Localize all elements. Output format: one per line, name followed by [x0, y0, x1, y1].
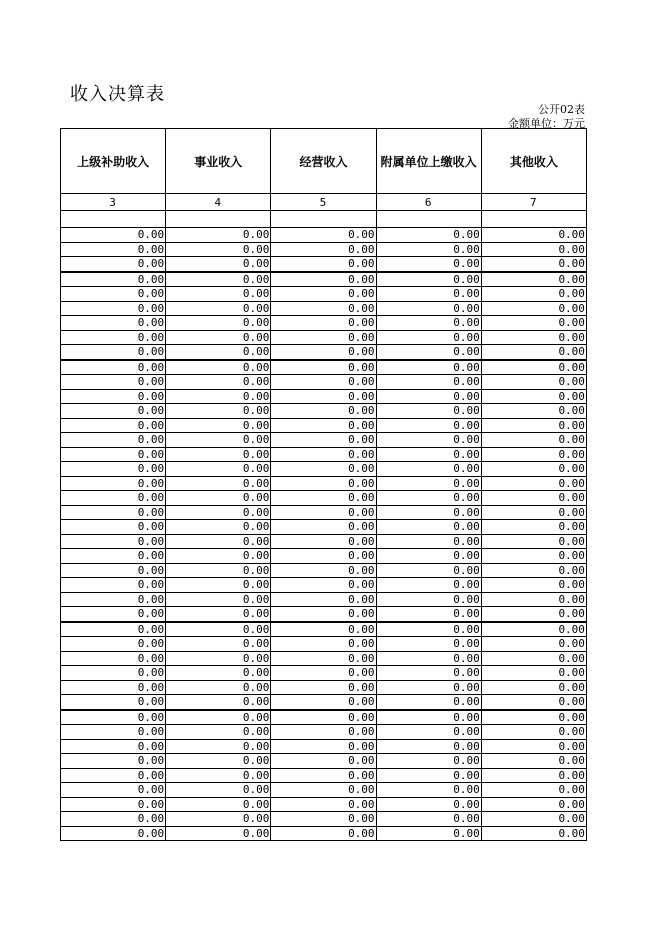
table-cell: 0.00: [61, 607, 166, 622]
table-cell: 0.00: [271, 433, 376, 448]
table-cell: 0.00: [271, 578, 376, 593]
table-cell: 0.00: [271, 491, 376, 506]
table-row: [61, 418, 587, 433]
table-cell: 0.00: [481, 476, 586, 491]
table-cell: 0.00: [61, 754, 166, 769]
table-cell: 0.00: [166, 578, 271, 593]
table-cell: 0.00: [61, 637, 166, 652]
table-cell: 0.00: [376, 375, 481, 390]
table-row: [61, 476, 587, 491]
table-cell: 0.00: [481, 534, 586, 549]
table-cell: 0.00: [271, 680, 376, 695]
table-cell: 0.00: [376, 563, 481, 578]
table-cell: 0.00: [376, 725, 481, 740]
table-cell: 0.00: [166, 257, 271, 272]
table-cell: 0.00: [481, 242, 586, 257]
table-cell: 0.00: [376, 389, 481, 404]
table-cell: 0.00: [166, 725, 271, 740]
table-row: [61, 287, 587, 302]
column-number: 3: [61, 194, 166, 211]
table-cell: 0.00: [61, 520, 166, 535]
table-cell: 0.00: [61, 476, 166, 491]
table-cell: 0.00: [481, 578, 586, 593]
table-row: [61, 680, 587, 695]
table-row: [61, 578, 587, 593]
table-cell: 0.00: [61, 330, 166, 345]
column-number: 5: [271, 194, 376, 211]
form-number: 公开02表: [538, 103, 585, 116]
table-cell: 0.00: [376, 754, 481, 769]
table-cell: 0.00: [61, 301, 166, 316]
table-row: [61, 257, 587, 272]
table-cell: 0.00: [166, 462, 271, 477]
income-table: [60, 128, 587, 841]
table-cell: 0.00: [166, 272, 271, 287]
table-cell: 0.00: [271, 710, 376, 725]
table-cell: 0.00: [376, 739, 481, 754]
table-cell: 0.00: [166, 826, 271, 841]
table-cell: 0.00: [481, 695, 586, 710]
table-cell: 0.00: [376, 680, 481, 695]
table-cell: 0.00: [271, 826, 376, 841]
table-cell: 0.00: [61, 534, 166, 549]
table-cell: 0.00: [61, 592, 166, 607]
table-cell: 0.00: [271, 622, 376, 637]
table-cell: 0.00: [481, 287, 586, 302]
table-cell: 0.00: [166, 360, 271, 375]
table-cell: 0.00: [271, 389, 376, 404]
table-cell: 0.00: [376, 797, 481, 812]
table-cell: 0.00: [166, 228, 271, 243]
table-cell: 0.00: [376, 549, 481, 564]
table-cell: 0.00: [376, 433, 481, 448]
table-cell: 0.00: [61, 345, 166, 360]
table-row: [61, 272, 587, 287]
table-cell: 0.00: [61, 622, 166, 637]
table-cell: 0.00: [481, 228, 586, 243]
table-cell: 0.00: [166, 651, 271, 666]
table-row: [61, 695, 587, 710]
table-cell: 0.00: [376, 462, 481, 477]
table-cell: 0.00: [166, 476, 271, 491]
table-cell: 0.00: [61, 797, 166, 812]
table-row: [61, 375, 587, 390]
table-row: [61, 725, 587, 740]
table-row: [61, 520, 587, 535]
table-cell: 0.00: [481, 637, 586, 652]
table-cell: 0.00: [166, 622, 271, 637]
table-cell: 0.00: [166, 433, 271, 448]
table-row: [61, 563, 587, 578]
table-cell: 0.00: [166, 505, 271, 520]
table-cell: 0.00: [376, 520, 481, 535]
table-row: [61, 607, 587, 622]
table-cell: 0.00: [481, 462, 586, 477]
table-cell: 0.00: [376, 768, 481, 783]
table-cell: 0.00: [61, 549, 166, 564]
table-cell: 0.00: [166, 287, 271, 302]
table-cell: 0.00: [166, 345, 271, 360]
table-cell: 0.00: [481, 301, 586, 316]
table-cell: 0.00: [61, 242, 166, 257]
table-cell: 0.00: [271, 330, 376, 345]
table-cell: 0.00: [166, 549, 271, 564]
table-cell: 0.00: [61, 257, 166, 272]
table-cell: 0.00: [271, 360, 376, 375]
table-cell: 0.00: [481, 330, 586, 345]
table-cell: 0.00: [61, 404, 166, 419]
table-cell: 0.00: [61, 812, 166, 827]
table-cell: 0.00: [61, 375, 166, 390]
table-cell: 0.00: [61, 418, 166, 433]
table-row: [61, 389, 587, 404]
header-row: [61, 129, 587, 194]
col-header-business-income: 事业收入: [166, 129, 271, 194]
table-row: [61, 433, 587, 448]
table-cell: 0.00: [271, 754, 376, 769]
table-cell: 0.00: [61, 725, 166, 740]
column-number: 6: [376, 194, 481, 211]
table-cell: 0.00: [376, 242, 481, 257]
table-cell: 0.00: [481, 710, 586, 725]
table-cell: 0.00: [271, 563, 376, 578]
table-cell: 0.00: [481, 375, 586, 390]
table-row: [61, 345, 587, 360]
table-cell: 0.00: [376, 578, 481, 593]
table-cell: 0.00: [481, 739, 586, 754]
table-cell: 0.00: [61, 666, 166, 681]
table-cell: 0.00: [481, 622, 586, 637]
table-cell: 0.00: [166, 592, 271, 607]
table-cell: 0.00: [376, 812, 481, 827]
table-cell: 0.00: [271, 316, 376, 331]
table-cell: 0.00: [271, 695, 376, 710]
table-cell: 0.00: [166, 242, 271, 257]
table-cell: 0.00: [166, 520, 271, 535]
table-cell: 0.00: [271, 637, 376, 652]
table-cell: 0.00: [271, 287, 376, 302]
table-row: [61, 710, 587, 725]
col-header-operating-income: 经营收入: [271, 129, 376, 194]
table-cell: 0.00: [61, 447, 166, 462]
table-cell: 0.00: [376, 404, 481, 419]
table-cell: 0.00: [481, 754, 586, 769]
table-cell: 0.00: [271, 301, 376, 316]
table-cell: 0.00: [481, 768, 586, 783]
table-cell: 0.00: [376, 228, 481, 243]
table-cell: 0.00: [166, 301, 271, 316]
col-header-superior-subsidy: 上级补助收入: [61, 129, 166, 194]
table-cell: 0.00: [481, 783, 586, 798]
table-cell: 0.00: [61, 360, 166, 375]
table-cell: 0.00: [271, 797, 376, 812]
table-cell: 0.00: [61, 272, 166, 287]
table-cell: 0.00: [271, 783, 376, 798]
table-cell: 0.00: [481, 360, 586, 375]
table-cell: 0.00: [61, 389, 166, 404]
table-cell: 0.00: [481, 389, 586, 404]
col-header-affiliated-remittance: 附属单位上缴收入: [376, 129, 481, 194]
table-cell: 0.00: [271, 739, 376, 754]
table-cell: 0.00: [166, 316, 271, 331]
table-cell: 0.00: [481, 666, 586, 681]
table-cell: 0.00: [481, 418, 586, 433]
table-cell: 0.00: [481, 404, 586, 419]
table-cell: 0.00: [271, 666, 376, 681]
table-cell: 0.00: [271, 651, 376, 666]
table-cell: 0.00: [166, 739, 271, 754]
page-title: 收入决算表: [70, 84, 165, 105]
table-cell: 0.00: [376, 695, 481, 710]
table-row: [61, 739, 587, 754]
table-row: [61, 330, 587, 345]
table-cell: 0.00: [61, 680, 166, 695]
table-cell: 0.00: [271, 242, 376, 257]
table-cell: 0.00: [61, 739, 166, 754]
table-cell: 0.00: [166, 447, 271, 462]
table-cell: 0.00: [271, 404, 376, 419]
table-row: [61, 637, 587, 652]
table-cell: 0.00: [481, 826, 586, 841]
table-cell: 0.00: [376, 287, 481, 302]
table-cell: 0.00: [376, 360, 481, 375]
table-row: [61, 651, 587, 666]
amount-unit: 金额单位：万元: [508, 117, 585, 130]
table-cell: 0.00: [481, 725, 586, 740]
table-cell: 0.00: [481, 491, 586, 506]
table-cell: 0.00: [271, 534, 376, 549]
table-cell: 0.00: [481, 549, 586, 564]
table-cell: 0.00: [166, 607, 271, 622]
table-cell: 0.00: [376, 622, 481, 637]
table-cell: 0.00: [61, 768, 166, 783]
table-cell: 0.00: [166, 330, 271, 345]
table-row: [61, 592, 587, 607]
table-row: [61, 462, 587, 477]
table-cell: 0.00: [271, 505, 376, 520]
table-row: [61, 768, 587, 783]
table-cell: 0.00: [376, 710, 481, 725]
table-cell: 0.00: [271, 725, 376, 740]
table-cell: 0.00: [61, 505, 166, 520]
table-cell: 0.00: [376, 476, 481, 491]
table-cell: 0.00: [61, 316, 166, 331]
table-row: [61, 404, 587, 419]
column-number: 4: [166, 194, 271, 211]
col-header-other-income: 其他收入: [481, 129, 586, 194]
table-cell: 0.00: [376, 534, 481, 549]
table-cell: 0.00: [271, 257, 376, 272]
table-row: [61, 812, 587, 827]
table-row: [61, 301, 587, 316]
table-row: [61, 491, 587, 506]
table-cell: 0.00: [481, 345, 586, 360]
column-number: 7: [481, 194, 586, 211]
table-cell: 0.00: [61, 651, 166, 666]
table-cell: 0.00: [271, 768, 376, 783]
table-cell: 0.00: [481, 680, 586, 695]
table-cell: 0.00: [61, 710, 166, 725]
table-cell: 0.00: [481, 316, 586, 331]
table-cell: 0.00: [376, 592, 481, 607]
table-cell: 0.00: [166, 695, 271, 710]
table-row: [61, 534, 587, 549]
table-cell: 0.00: [376, 330, 481, 345]
table-cell: 0.00: [376, 637, 481, 652]
table-cell: 0.00: [61, 433, 166, 448]
table-cell: 0.00: [481, 812, 586, 827]
table-row: [61, 242, 587, 257]
table-cell: 0.00: [376, 826, 481, 841]
table-cell: 0.00: [166, 783, 271, 798]
table-cell: 0.00: [166, 666, 271, 681]
table-row: [61, 360, 587, 375]
table-cell: 0.00: [61, 563, 166, 578]
table-row: [61, 666, 587, 681]
table-row: [61, 447, 587, 462]
table-cell: 0.00: [61, 287, 166, 302]
table-cell: 0.00: [166, 710, 271, 725]
table-cell: 0.00: [271, 520, 376, 535]
table-cell: 0.00: [376, 447, 481, 462]
table-cell: 0.00: [376, 301, 481, 316]
table-cell: 0.00: [376, 505, 481, 520]
table-cell: 0.00: [61, 228, 166, 243]
blank-row: [61, 211, 587, 228]
table-cell: 0.00: [61, 826, 166, 841]
table-row: [61, 826, 587, 841]
table-cell: 0.00: [166, 768, 271, 783]
table-cell: 0.00: [376, 651, 481, 666]
table-cell: 0.00: [166, 797, 271, 812]
table-cell: 0.00: [376, 316, 481, 331]
table-cell: 0.00: [481, 607, 586, 622]
table-cell: 0.00: [376, 783, 481, 798]
table-cell: 0.00: [481, 592, 586, 607]
table-cell: 0.00: [61, 783, 166, 798]
table-cell: 0.00: [271, 228, 376, 243]
table-cell: 0.00: [166, 812, 271, 827]
table-cell: 0.00: [271, 375, 376, 390]
table-cell: 0.00: [61, 491, 166, 506]
table-cell: 0.00: [271, 592, 376, 607]
table-cell: 0.00: [376, 607, 481, 622]
table-cell: 0.00: [271, 476, 376, 491]
table-row: [61, 549, 587, 564]
column-number-row: [61, 194, 587, 211]
table-cell: 0.00: [271, 549, 376, 564]
table-row: [61, 783, 587, 798]
table-cell: 0.00: [481, 797, 586, 812]
table-cell: 0.00: [376, 418, 481, 433]
table-cell: 0.00: [271, 345, 376, 360]
table-cell: 0.00: [61, 462, 166, 477]
table-cell: 0.00: [166, 637, 271, 652]
table-row: [61, 505, 587, 520]
table-cell: 0.00: [481, 433, 586, 448]
table-cell: 0.00: [481, 520, 586, 535]
table-cell: 0.00: [376, 272, 481, 287]
table-cell: 0.00: [166, 680, 271, 695]
table-cell: 0.00: [166, 389, 271, 404]
table-cell: 0.00: [376, 257, 481, 272]
table-cell: 0.00: [376, 345, 481, 360]
table-row: [61, 754, 587, 769]
table-cell: 0.00: [166, 534, 271, 549]
table-cell: 0.00: [376, 666, 481, 681]
table-cell: 0.00: [271, 812, 376, 827]
table-cell: 0.00: [481, 651, 586, 666]
table-cell: 0.00: [166, 375, 271, 390]
table-cell: 0.00: [271, 418, 376, 433]
table-cell: 0.00: [166, 418, 271, 433]
table-cell: 0.00: [376, 491, 481, 506]
table-row: [61, 228, 587, 243]
table-cell: 0.00: [166, 754, 271, 769]
table-cell: 0.00: [481, 447, 586, 462]
table-cell: 0.00: [166, 563, 271, 578]
table-row: [61, 797, 587, 812]
table-row: [61, 622, 587, 637]
table-cell: 0.00: [481, 272, 586, 287]
table-cell: 0.00: [271, 447, 376, 462]
table-cell: 0.00: [271, 462, 376, 477]
table-cell: 0.00: [481, 257, 586, 272]
table-cell: 0.00: [166, 404, 271, 419]
table-cell: 0.00: [61, 578, 166, 593]
table-cell: 0.00: [271, 607, 376, 622]
table-cell: 0.00: [271, 272, 376, 287]
table-cell: 0.00: [61, 695, 166, 710]
table-cell: 0.00: [481, 505, 586, 520]
table-cell: 0.00: [481, 563, 586, 578]
table-cell: 0.00: [166, 491, 271, 506]
table-row: [61, 316, 587, 331]
